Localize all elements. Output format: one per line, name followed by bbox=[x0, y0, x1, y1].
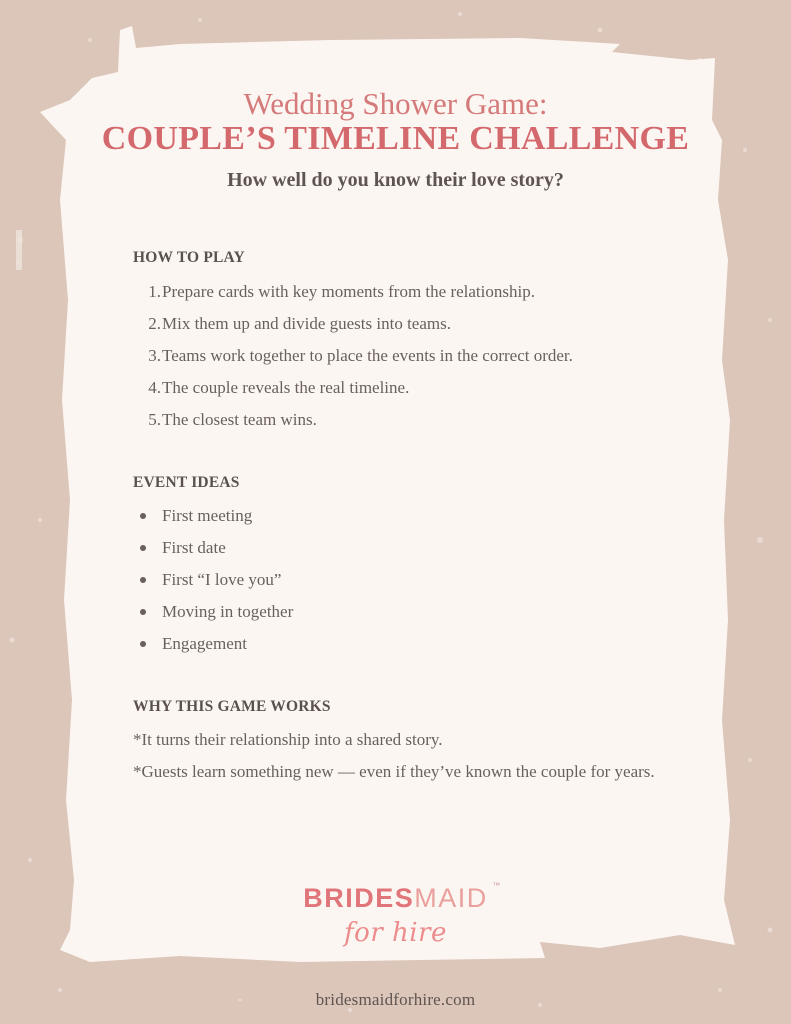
step-number: 4. bbox=[148, 378, 161, 397]
bullet-dot bbox=[140, 609, 146, 615]
bullet-dot bbox=[140, 545, 146, 551]
step-text: Mix them up and divide guests into teams. bbox=[162, 314, 451, 333]
step-text: The couple reveals the real timeline. bbox=[162, 378, 410, 397]
step-number: 5. bbox=[148, 410, 161, 429]
logo-brand-part1: BRIDES bbox=[303, 883, 415, 913]
title-line-2: COUPLE’S TIMELINE CHALLENGE bbox=[101, 120, 690, 157]
why-line-2: *Guests learn something new — even if they’ve known the couple for years. bbox=[133, 762, 655, 781]
subtitle: How well do you know their love story? bbox=[227, 169, 564, 191]
event-text: First “I love you” bbox=[162, 570, 282, 589]
bullet-dot bbox=[140, 641, 146, 647]
bullet-dot bbox=[140, 577, 146, 583]
step-number: 3. bbox=[148, 346, 161, 365]
why-line-1: *It turns their relationship into a shared story. bbox=[133, 730, 443, 749]
step-number: 1. bbox=[148, 282, 161, 301]
event-text: First meeting bbox=[162, 506, 253, 525]
title-line-1: Wedding Shower Game: bbox=[243, 86, 548, 121]
why-heading: WHY THIS GAME WORKS bbox=[133, 698, 331, 715]
logo-brand-part2: MAID bbox=[414, 883, 488, 913]
step-text: Teams work together to place the events in the correct order. bbox=[162, 346, 573, 365]
step-number: 2. bbox=[148, 314, 161, 333]
footer-url[interactable]: bridesmaidforhire.com bbox=[315, 990, 476, 1009]
step-text: Prepare cards with key moments from the relationship. bbox=[162, 282, 535, 301]
logo-script: for hire bbox=[344, 918, 447, 948]
bullet-dot bbox=[140, 513, 146, 519]
logo-wordmark bbox=[303, 881, 502, 914]
logo-trademark: ™ bbox=[492, 881, 502, 890]
step-text: The closest team wins. bbox=[162, 410, 317, 429]
event-text: Engagement bbox=[162, 634, 247, 653]
brand-logo bbox=[0, 883, 791, 948]
event-text: Moving in together bbox=[162, 602, 294, 621]
event-text: First date bbox=[162, 538, 226, 557]
event-ideas-heading: EVENT IDEAS bbox=[133, 474, 240, 491]
how-to-play-heading: HOW TO PLAY bbox=[133, 249, 245, 266]
